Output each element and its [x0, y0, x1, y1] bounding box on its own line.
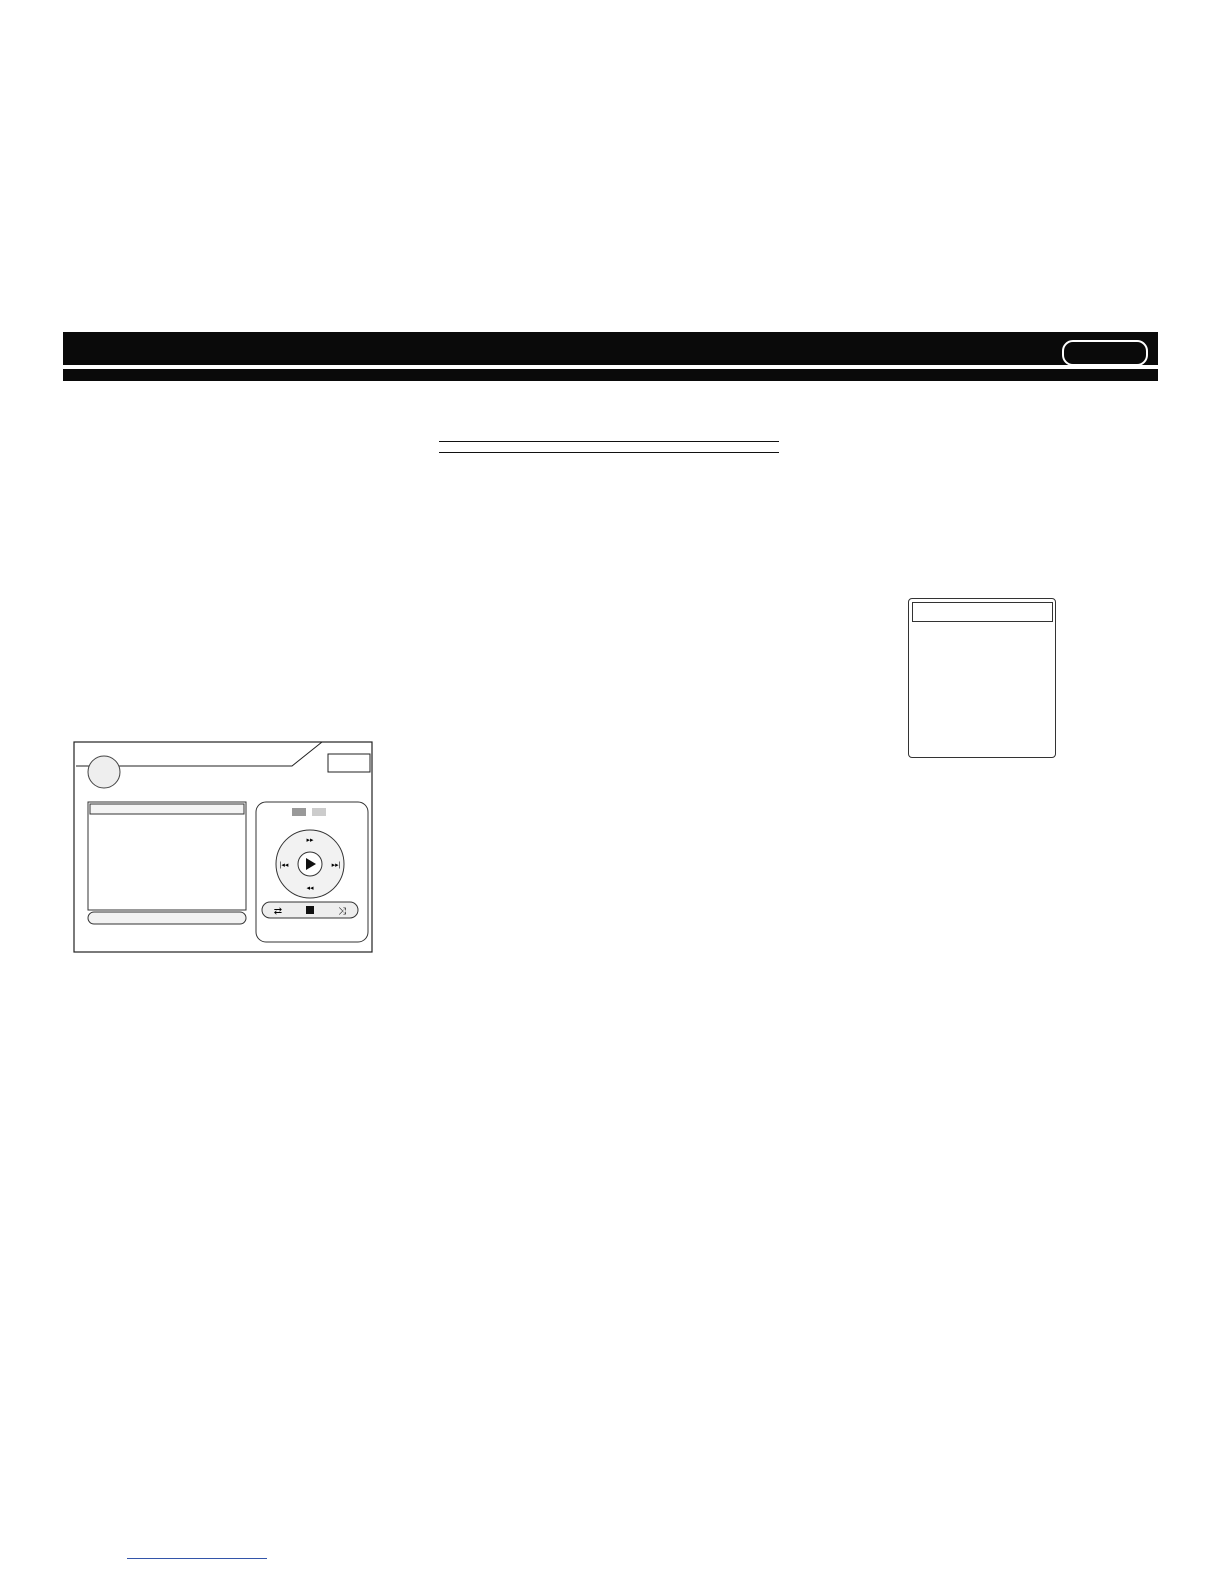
repeat-icon: ⇄ [273, 906, 283, 917]
column-1 [68, 425, 413, 431]
keypad-instructions [810, 778, 1155, 782]
random-icon: ⤨ [338, 906, 346, 917]
header-rule [63, 369, 1158, 381]
note-box [439, 441, 779, 453]
previous-track-icon: |◂◂ [279, 862, 289, 869]
column-2 [439, 425, 779, 453]
column-3 [813, 425, 1158, 431]
disc-icon [88, 756, 120, 788]
disc-title-bar [88, 912, 246, 924]
footer-line [127, 1558, 267, 1559]
rewind-icon: ◂◂ [306, 885, 314, 892]
fast-forward-icon: ▸▸ [306, 837, 314, 844]
cd-player-diagram [62, 716, 422, 962]
keypad-frame [908, 598, 1056, 758]
brand-logo [1062, 340, 1148, 366]
direct-entry-keypad [908, 598, 1056, 758]
cd-player-diagram-svg [62, 716, 422, 962]
direct-entry-icon [292, 808, 306, 816]
track-selected [90, 804, 244, 814]
setup-icon [312, 808, 326, 816]
header-bar [63, 332, 1158, 365]
stop-icon [306, 906, 314, 914]
next-track-icon: ▸▸| [331, 862, 341, 869]
track-list-frame [88, 802, 246, 910]
clock-box [328, 754, 370, 772]
chapter-display [912, 602, 1053, 622]
